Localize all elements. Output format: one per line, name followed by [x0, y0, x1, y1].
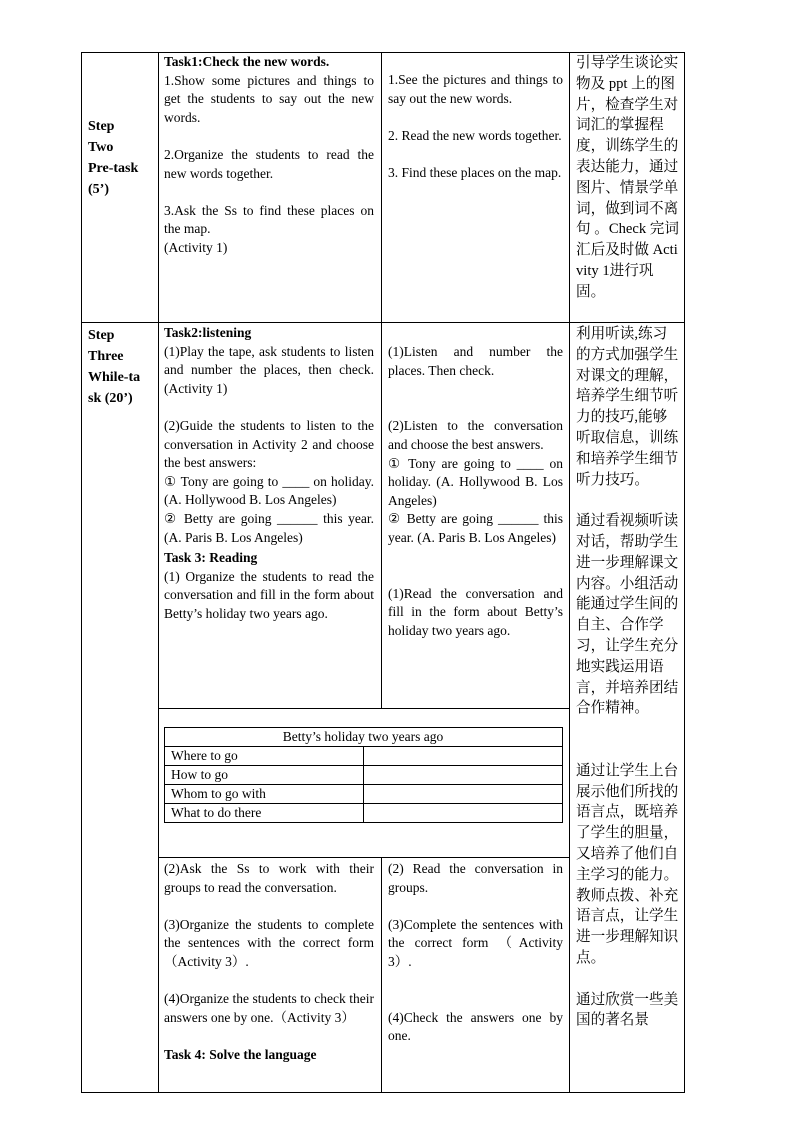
form-row-label: What to do there	[171, 805, 262, 820]
step-three-student-activity-b: (2) Read the conversation in groups. (3)Complete the sentences with the correct form （Activity 3）. (4)Check the answers one by one.	[388, 861, 563, 1044]
task4-heading: Task 4: Solve the language	[164, 1046, 317, 1062]
task1-heading: Task1:Check the new words.	[164, 54, 330, 69]
step-three-student-activity-a: (1)Listen and number the places. Then check. (2)Listen to the conversation and choose the best answers. ① Tony are going to ____ on holiday. (A. Hollywood B. Los Angeles) ② Betty are going ______ this year. (A. Paris B. Los Angeles) (1)Read the conversation and fill in the form about Betty’s holiday two years ago.	[388, 344, 563, 638]
step-two-teacher-activity: Task1:Check the new words. 1.Show some pictures and things to get the students to say out the new words. 2.Organize the students to read the new words together. 3.Ask the Ss to find these places on the map. (Activity 1)	[164, 54, 374, 255]
form-row-label: How to go	[171, 767, 228, 782]
col-divider-2a	[381, 52, 382, 709]
row-divider	[81, 322, 684, 323]
table-border-bottom	[81, 1092, 684, 1093]
form-title: Betty’s holiday two years ago	[282, 729, 444, 744]
table-border-right	[684, 52, 685, 1093]
col-divider-2b	[381, 857, 382, 1093]
step-two-purpose: 引导学生谈论实物及 ppt 上的图片，检查学生对词汇的掌握程度，训练学生的表达能力，通过图片、情景学单词，做到词不离句 。Check 完词汇后及时做 Activity 1进行巩固。	[576, 55, 679, 300]
task2-heading: Task2:listening	[164, 325, 252, 340]
form-row-label: Where to go	[171, 748, 238, 763]
step-three-teacher-activity-a: Task2:listening (1)Play the tape, ask students to listen and number the places, then check. (Activity 1) (2)Guide the students to listen to the conversation in Activity 2 and choose the best answers: ① Tony are going to ____ on holiday. (A. Hollywood B. Los Angeles) ② Betty are going ______ this year. (A. Paris B. Los Angeles) Task 3: Reading (1) Organize the students to read the conversation and fill in the form about Betty’s holiday two years ago.	[164, 325, 374, 621]
form-row-bottom	[158, 857, 569, 858]
step-two-label: Step Two Pre-task (5’)	[88, 119, 139, 197]
col-divider-1	[158, 52, 159, 1093]
task3-heading: Task 3: Reading	[164, 550, 258, 566]
table-border-left	[81, 52, 82, 1093]
form-row-label: Whom to go with	[171, 786, 266, 801]
step-two-student-activity: 1.See the pictures and things to say out the new words. 2. Read the new words together. 3. Find these places on the map.	[388, 72, 563, 180]
step-three-label: Step Three While-ta sk (20’)	[88, 328, 141, 406]
col-divider-3	[569, 52, 570, 1093]
step-three-teacher-activity-b: (2)Ask the Ss to work with their groups to read the conversation. (3)Organize the students to complete the sentences with the correct form （Activity 3）. (4)Organize the students to check their answers one by one.（Activity 3） Task 4: Solve the language	[164, 861, 374, 1062]
step-three-purpose: 利用听读,练习的方式加强学生对课文的理解，培养学生细节听力的技巧,能够听取信息，训练和培养学生细节听力技巧。 通过看视频听读对话，帮助学生进一步理解课文内容。小组活动能通过学生间的自主、合作学习，让学生充分地实践运用语言，并培养团结合作精神。 通过让学生上台展示他们所找的语言点，既培养了学生的胆量，又培养了他们自主学习的能力。教师点拨、补充语言点，让学生进一步理解知识点。 通过欣赏一些美国的著名景	[576, 326, 679, 1029]
form-row-top	[158, 708, 569, 709]
